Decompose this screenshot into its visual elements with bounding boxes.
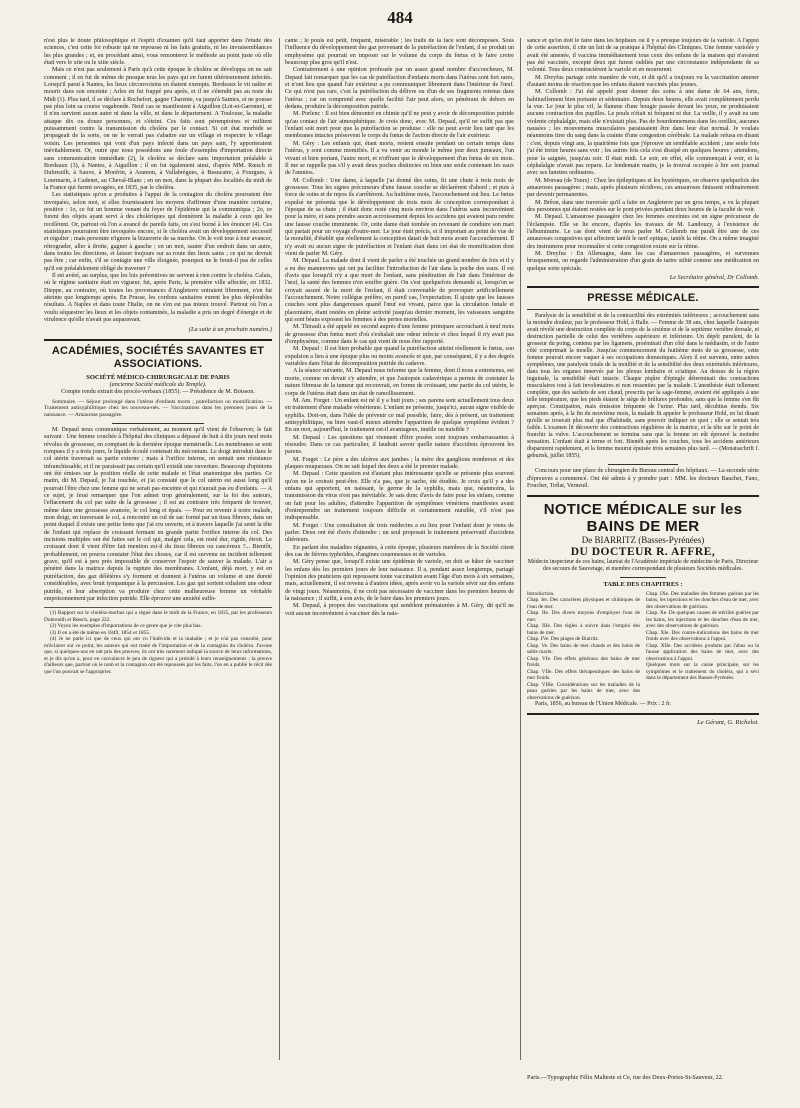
paragraph: M. Collomb : J'ai été appelé pour donner des soins à une dame de 64 ans, forte, habituellement bien portante et sédentaire. Depuis deux heures, elle avait complètement perdu la vue. Le jour le plus vif, la flamme d'une bougie passée devant les yeux, ne produisaient aucune contraction des pupilles. Le pouls n'était ni fréquent ni dur. La veille, il y avait eu une violente céphalalgie, mais elle n'existait plus. Pas de bourdonnemens dans les oreilles, aucunes nausées ; les mouvemens musculaires paraissaient être dans leur état normal. Je voulais néanmoins tirer du sang dans la crainte d'une congestion cérébrale. La malade refusa en disant : c'est, depuis vingt ans, la quatrième fois que j'éprouve un semblable accident ; une seule fois j'ai été treize heures sans voir ; les autres fois cela s'est dissipé en quelques heures ; attendons, pour la saignée, jusqu'au soir. Il était midi. Le soir, en effet, elle commençait à voir, et la céphalalgie n'avait pas reparu. Le lendemain matin, je la trouvai occupée à lire son journal avec ses lunettes ordinaires. (527, 89, 759, 177)
divider (112, 423, 203, 424)
paragraph: M. Dreyfus partage cette manière de voir, et dit qu'il a toujours vu la vaccination amener d'autant moins de réaction que les enfans étaient vaccinés plus jeunes. (527, 74, 759, 89)
paragraph: Il est avéré, au surplus, que les lois préventives ne servent à rien contre le choléra. Calais, où le régime sanitaire était en vigueur, fut, après Paris, la première ville affectée, en 1832. Dieppe, au contraire, où toutes les provenances d'Angleterre entraient librement, n'en fut atteinte que longtemps après. En Prusse, les cordons sanitaires eurent les plus déplorables résultats. A Naples et dans toute l'Italie, on ne s'en est pas mieux trouvé. Partout où l'on a voulu séquestrer les lieux et les objets contaminés, la maladie a pris un degré d'énergie et de virulence qu'elle n'avait pas auparavant. (44, 273, 272, 324)
paragraph: M. Brêon, dans une traversée qu'il a faite en Angleterre par un gros temps, a vu la plupart des personnes qui étaient restées sur le pont privées pendant deux heures de la faculté de voir. (527, 199, 759, 213)
paragraph: n'est plus le doute philosophique et l'esprit d'examen qu'il faut apporter dans l'étude des sciences, c'est cette foi robuste qui ne repousse ni les faits gratuits, ni les invraisemblances les plus grandes ; et, en procédant ainsi, vous remonterez le méthode au point juste où elle était vers le xiie ou le xiiie siècle. (44, 38, 272, 67)
toc-entry: Chap. XIe. Des contre-indications des bains de mer froids avec des observations à l'appui. (646, 629, 759, 643)
society-name: SOCIÉTÉ MÉDICO-CHIRURGICALE DE PARIS (86, 373, 230, 381)
secretary-signature: Le Secrétaire général, Dr Collomb. (669, 274, 759, 281)
gerant-signature: Le Gérant, G. Richelot. (697, 719, 759, 727)
paragraph: M. Depaul nous communique verbalement, au moment qu'il vient de l'observer, le fait suivant : Une femme couchée à l'hôpital des cliniques a dépassé de huit à dix jours neuf mois révolus de grossesse, en comptant de la dernière époque menstruelle. Les membranes se sont rompues il y a trois jours, le liquide écoulé contenait du méconium. Le doigt introduit dans le col utérin traversait sa partie externe ; mais à l'orifice interne, on sentait une résistance infranchissable, et il ne paraissait pas certain qu'il existât une ouverture. Beaucoup d'opinions ont été émises sur la position réelle de cette malade et l'état anatomique des parties. Ce matin, dit M. Depaul, je l'ai touchée, et j'ai constaté que le col utérin est aussi long qu'il pourrait l'être chez une femme qui ne serait pas enceinte et qui n'aurait pas eu d'enfants. — A ce sujet, je ferai remarquer que l'on admet trop généralement, sur la foi des auteurs, l'effacement du col par suite de la grossesse ; il est au contraire très fréquent de trouver, même dans une grossesse avancée, le col long et épais. — Pour en revenir à notre malade, mon doigt, en traversant le col, a rencontré un cul de sac formé par un tissu fibreux, dans un point duquel il existe une petite fente que j'ai cru ouverte, et à travers laquelle j'ai senti la tête de l'enfant qui replace de croissant fermant en grande partie l'orifice interne du col. Des incisions multiples ont été faites sur le col qui, malgré cela, est resté dur, rigide, étroit. Le croissant dont il vient d'être fait mention est-il du tissu fibreux ou cancéreux ?... Bientôt, probablement, on pourra constater l'état des choses, car il est survenu un incident tellement grave, qu'il est à peu près impossible de conserver l'espoir de sauver la malade. L'air a pénétré dans la matrice depuis la rupture des membranes. L'enfant, déjà mort, y est en putréfaction, des gaz délétères s'y forment et donnent à l'utérus un volume et une dureté considérables, avec bruit tympanique à la percussion. Les gaz qui sortent exhalent une odeur putride, et leur absorption va produire chez cette malheureuse femme un véritable empoisonnement par infection putride. Elle éprouve une anxiété suffo- (44, 426, 272, 602)
paragraph: M. Thirault a été appelé en second auprès d'une femme primipare accouchant à neuf mois de grossesse d'un fœtus mort d'où s'exhalait une odeur infecte et chez lequel il n'y avait pas d'emphysème, comme dans le cas qui vient de nous être rapporté. (285, 324, 514, 346)
toc-left-column (527, 591, 640, 702)
printer-line: Paris.—Typographie Félix Malteste et Ce, rue des Deux-Portes-St-Sauveur, 22. (527, 1074, 724, 1081)
footnotes (44, 607, 272, 675)
column-1 (44, 38, 272, 1063)
toc-entry: Chap. Ve. Des bains de mer chauds et des bains de sable marin. (527, 642, 640, 656)
paragraph: A la séance suivante, M. Depaul nous informe que la femme, dont il nous a entretenus, est morte, comme on devait s'y attendre, et que l'autopsie cadavérique a permis de constater la nature fibreuse de la tumeur qui recouvrait, en forme de croissant, une partie du col utérin, le corps de l'utérus était dans un état de ramollissement. (285, 368, 514, 397)
notice-place: De BIARRITZ (Basses-Pyrénées) (581, 535, 705, 546)
section-rule (527, 286, 759, 288)
toc-right-column (646, 591, 759, 702)
summary: Sommaire. — Séjour prolongé dans l'utérus d'enfants morts ; putréfaction ou momification. — Traitement antisyphilitique chez les nouveau-nés. — Vaccinations dans les premiers jours de la naissance. — Amaurose passagère. (44, 398, 272, 419)
paragraph: M. Depaul : Cette question est d'autant plus intéressante qu'elle se présente plus souvent qu'on ne le croirait peut-être. Elle n'a pas, que je sache, été étudiée. Je crois qu'il y a des enfans qui apportent, en naissant, le germe de la syphilis, mais que, néanmoins, la transmission du virus n'est pas inévitable. Je sais donc d'avis de faire pour les enfans, comme on fait pour les adultes, d'attendre l'apparition de symptômes vénériens manifestes avant d'entreprendre un traitement toujours difficile et certainement nuisible, s'il n'est pas indispensable. (285, 471, 514, 522)
toc-title: TABLE DES CHAPITRES : (603, 581, 683, 589)
toc-entry: Chap. IVe. Des plages de Biarritz. (527, 636, 600, 643)
paragraph: Mais ce n'est pas seulement à Paris qu'à cette époque le choléra se développa on ne sait comment ; il en fut de même de presque tous les pays qui en furent ultérieurement infectés. Lorsqu'il parut à Nantes, les lieux circonvoisins en étaient exempts. Bordeaux le vit naître et mourir dans son enceinte ; Arles en fut frappé peu après, et il ne s'étendit pas au reste du Midi (1). Plus tard, il se déclare à Rochefort, gagne Charente, va jusqu'à Saintes, et ne pousse pas plus loin sa course vagabonde. Neuf cas se manifestent à Aiguillon (Lot-et-Garonne), et il n'en survient aucun autre ni dans la ville, ni dans le département. A Toulouse, la maladie attaque dix ou douze personnes, et s'éteint. Ces faits sont péremptoires et militent puissamment contre la transmission du choléra par le contact. Si cet état morbide se propageait de la sorte, on ne le verrait pas s'abattre sur un village et respecter le village voisin. Les personnes qui vont d'un pays infecté dans un pays sain, l'y apporteraient inévitablement. Or, outre que nous possédons une foule d'exemples d'importation directe sans communication immédiate (2), le choléra se déclare sans importation préalable à Bordeaux (3), à Nantes, à Aiguillon ; il en fut également ainsi, d'après MM. Rœsch et Dubreuilh, à Sauve, à Monfrin, à Aramon, à Vallabrègues, à Beaucaire, à Fourgues, à Lourmarin, à Cadenet, au Cheval-Blanc ; en un mot, dans la plupart des localités du midi de la France qui furent ravagées, en 1835, par le choléra. (44, 67, 272, 191)
paragraph: M. Depaul : Il est bien probable que quand la putréfaction atteint réellement le fœtus, son expulsion a lieu à une époque plus ou moins avancée et que, par conséquent, il y a des degrés variables dans l'état de décomposition putride du cadavre. (285, 346, 514, 368)
notice-author: DU DOCTEUR R. AFFRE, (570, 546, 716, 559)
footnote: (1) Rapport sur le choléra-morbus qui a régné dans le midi de la France, en 1835, par les professeurs Dubreuilh et Rœsch, page 222. (44, 610, 272, 623)
toc-entry: Chap. VIIIe. Considérations sur les maladies de la peau guéries par les bains de mer, avec des observations de guérison. (527, 681, 640, 701)
paragraph: Les statistiques qu'on a produites à l'appui de la contagion du choléra pourraient être invoquées, selon moi, si elles fournissaient les moyens d'affirmer d'une manière certaine, positive : 1o, ce fut un homme venant du foyer de l'épidémie qui la communiqua ; 2o, ce furent des objets ayant servi à des cholériques qui donnèrent la maladie à ceux qui les recélèrent. Or, partout où l'on a avancé de pareils faits, on s'est borné à les énoncer (4). Ces statistiques pourraient être invoquées encore, si le choléra avait un développement successif et régulier ; mais personne n'ignore la bizarrerie de sa marche. On le voit tour à tour avancer, rétrograder, aller à droite, gagner à gauche ; en un mot, sauter d'un endroit dans un autre, dans toutes les directions, et laisser toujours sur sa route des lieux sains ; ce qui ne devrait pas être ; car enfin, s'il se contagie une ville éloignée, pourquoi ne le ferait-il pas de celles qu'il est préalablement obligé de traverser ? (44, 192, 272, 272)
toc-entry: Chap. IIe. Des divers moyens d'employer l'eau de mer. (527, 610, 640, 623)
section-title: ACADÉMIES, SOCIÉTÉS SAVANTES ET ASSOCIATIONS. (51, 344, 265, 370)
section-rule (527, 713, 759, 715)
notice-description: Médecin inspecteur de ces bains, lauréat de l'Académie impériale de médecine de Paris, Directeur des secours de Sauvetage, et membre correspondant de plusieurs Sociétés médicales. (527, 559, 759, 573)
paragraph: M. Forget : Le père a des ulcères aux jambes ; la mère des ganglions nombreux et des plaques muqueuses. On ne sait lequel des deux a été le premier malade. (285, 456, 514, 470)
paragraph: M. Géry pense que, lorsqu'il existe une épidémie de variole, on doit se hâter de vacciner les enfans dès les premiers jours de leur naissance. Il a, pendant assez longtemps, partagé l'opinion des praticiens qui repoussent toute vaccination avant l'âge d'un mois à six semaines, mais, actuellement, il est revenu à d'autres idées, après avoir vu la variole sévir sur des enfans de vingt jours. Néanmoins, il ne croit pas nécessaire de vacciner dans les premiers heures de la naissance ; il suffit, à son avis, de le faire dans les premiers jours. (285, 559, 514, 603)
paragraph: sance et qu'on doit le faire dans les hôpitaux où il y a presque toujours de la variole. A l'appui de cette assertion, il cite un fait de sa pratique à l'hôpital des Cliniques. Une femme variolée y avait été amenée, il vaccina immédiatement tous ceux des enfans de la maison qui n'avaient pas été vaccinés, excepté deux qui furent oubliés par une circonstance indépendante de sa volonté. Tous deux contractèrent la variole et en moururent. (527, 38, 759, 74)
toc-entry: Chap. VIIe. Des effets thérapeutiques des bains de mer froids. (527, 668, 640, 682)
paragraph: Contrairement à une opinion professée par un assez grand nombre d'accoucheurs, M. Depaul fait remarquer que les cas de putréfaction d'enfants morts dans l'utérus sont fort rares, et n'ont lieu que quand l'air extérieur a pu communiquer librement dans l'intérieur de l'œuf. Ce qui n'est pas rare, c'est la putréfaction du délivre ou d'un de ses fragments retenus dans l'utérus ; car on comprend avec quelle facilité l'air peut alors, en pénétrant de dehors en dedans, produire la décomposition putride. (285, 67, 514, 111)
paragraph: M. Forget : Une consultation de trois médecins a eu lieu pour l'enfant dont je viens de parler. Deux ont été d'avis d'attendre ; un seul proposait le traitement préservatif d'accidens ultérieurs. (285, 522, 514, 544)
page-number: 484 (387, 8, 413, 27)
toc-entry: Chap. Ier. Des caractères physiques et chimiques de l'eau de mer. (527, 597, 640, 610)
toc-entry: Chap. Xe. De quelques causes de stérilité guéries par les bains, les injections et les douches d'eau de mer, avec des observations de guérison. (646, 610, 759, 630)
paragraph: M. Am. Forget : Un enfant est né il y a huit jours ; ses parens sont actuellement tous deux en traitement d'une maladie vénérienne. L'enfant ne présente, jusqu'ici, aucun signe visible de syphilis. Doit-on, dans l'idée de prévenir ce mal possible, faire, dès à présent, un traitement antisyphilitique, ou bien vaut-il mieux attendre l'apparition de quelque symptôme évident ? En un mot, aujourd'hui, le traitement est-il avantageux, inutile ou nuisible ? (285, 397, 514, 434)
column-2 (285, 38, 514, 1063)
continuation-note: (La suite à un prochain numéro.) (188, 326, 272, 334)
paragraph: En parlant des maladies régnantes, à cette époque, plusieurs membres de la Société citent des cas de fièvres typhoïdes, d'angines couenneuses et de varioles. (285, 544, 514, 559)
notice-title: NOTICE MÉDICALE sur les BAINS DE MER (543, 501, 743, 536)
report-line: Compte rendu extrait des procès-verbaux (1855). — Présidence de M. Boisson. (61, 389, 255, 396)
paragraph: cante ; le pouls est petit, fréquent, misérable ; les traits de la face sont décomposés. Sous l'influence du développement des gaz provenant de la putréfaction de l'enfant, il se produit un emphysème qui pourrait en imposer sur le volume du corps du fœtus et le faire croire beaucoup plus gros qu'il n'est. (285, 38, 514, 67)
notice-publication: Paris, 1856, au bureau de l'Union Médicale. — Prix : 2 fr. (535, 701, 672, 708)
section-rule (527, 495, 759, 497)
paragraph: M. Dreyfus : En Allemagne, dans les cas d'amauroses passagères, et survenues brusquement, on regarde l'administration d'un grain de tartre stibié comme une médication en quelque sorte spéciale. (527, 250, 759, 272)
toc-entry: Chap. IXe. Des maladies des femmes guéries par les bains, les injections et les douches d'eau de mer, avec des observations de guérison. (646, 590, 759, 610)
toc-entry: Chap. XIIe. Des accidens produits par l'abus ou la fausse application des bains de mer, avec des observations à l'appui. (646, 642, 759, 662)
footnote: (4) Je ne parle ici que de ceux qui ont vu l'individu et la maladie ; et je n'ai pas consulté, pour m'éclairer sur ce point, les auteurs qui ont traité de l'importation et de la contagion du choléra. J'avoue que, si quelques-uns en ont pris des preuves, ils ont très rarement indiqué la source de leurs informations, et je dis qu'on a, pour en convaincre le peu de rigueur qui a présidé à leurs renseignements ; la preuve d'ailleurs que, partout où le nom et la contagion ont été repoussés par les faits, l'on en a publié le récit dès que l'on pouvait se l'approprier. (44, 636, 272, 675)
column-divider (279, 38, 280, 1060)
table-of-contents (527, 591, 759, 702)
paragraph: M. Depaul. La malade dont il vient de parler a été touchée un grand nombre de fois et il y a eu des manœuvres qui ont pu faciliter l'introduction de l'air dans la poche des eaux. Il est d'avis que lorsqu'il n'y a que mort de l'enfant, sans pénétration de l'air dans l'intérieur de l'œuf, la santé des femmes n'en souffre guère. On s'est quelquefois demandé si, lorsqu'on se croyait assuré de la mort de l'enfant, il était convenable de provoquer artificiellement l'accouchement. Notre collègue préfère, en pareil cas, l'expectation. Il ajoute que les fausses couches sont plus dangereuses quand l'œuf est vivant, parce que la circulation fœtale et placentaire, étant restées en pleine activité jusqu'au dernier moment, les vaisseaux sanguins qui sont béans exposent les femmes à des pertes mortelles. (285, 258, 514, 324)
press-article: Paralysie de la sensibilité et de la contractilité des extrémités inférieures ; accouchement sans la moindre douleur, par le professeur Hohl, à Halle. — Femme de 38 ans, chez laquelle l'autopsie avait révélé une destruction complète du corps de la sixième et de la septième vertèbre dorsale, et destruction partielle de celui des vertèbres supérieure et inférieure. Un dépôt purulent, de la grosseur du poing, contenu par les ligamens, proéminait d'un côté dans le médiastin, et de l'autre côté comprimait la moelle. Jusqu'au commencement du huitième mois de sa grossesse, cette femme pouvait encore vaquer à ses occupations domestiques. Alors il est survenu, entre autres symptômes, une paralysie totale de la motilité et de la sensibilité des deux extrémités inférieures, dans tous les organes innervés par les plexus lombaire et sciatique. Au dessus de la région inguinale, la sensibilité était intacte. Chaque piqûre d'épingle déterminait des contractions musculaires tout à fait involontaires et non ressenties par la malade. L'anesthésie était tellement complète, que des sachets de son chaud, prescrits par la sage-femme, avaient été appliqués à une telle température, que les pieds étaient le siège de brûlures profondes, sans que la femme s'en fût aperçue. Constipation, mais émission fréquente de l'urine. Plus tard, décubitus étendu. Six semaines après, à la fin du neuvième mois, la malade fit appeler le professeur Hohl, en lui disant qu'elle se trouvait plus mal que d'habitude, sans pouvoir indiquer en quoi ; elle se sentait très faible. L'examen lit découvrir des contractions régulières de la matrice, et la tête sur le point de franchir la vulve. L'accouchement se termina sans que la femme en eût éprouvé la moindre sensation. L'enfant était à terme et fort. Bientôt après les couches, tous les accidens antérieurs disparurent rapidement, et la femme mourut épuisée trois semaines plus tard. — (Monatsschrift f. geburtsk, juillet 1855). (527, 313, 759, 460)
footnote: (3) Il en a été de même en 1849, 1854 et 1855. (50, 629, 151, 636)
column-3 (527, 38, 759, 1063)
toc-entry: Chap. VIe. Des effets généraux des bains de mer froids. (527, 655, 640, 669)
paragraph: M. Géry : Les enfants qui, étant morts, restent ensuite pendant un certain temps dans l'utérus, y sont comme momifiés. Il a vu venir au monde le même jour deux jumeaux, l'un vivant et bien portant, l'autre mort, et n'offrant que le développement d'un fœtus de six mois. Il me se rappelle pas s'il y avait deux poches distinctes ou bien une seule contenant les eaux de l'amnios. (285, 140, 514, 177)
divider (527, 309, 759, 310)
concours-notice: Concours pour une place de chirurgien du Bureau central des hôpitaux. — La seconde série d'épreuves a commencé. Ont été admis à y prendre part : MM. les docteurs Bauchet, Fano, Foucher, Trélat, Verneuil. (527, 468, 759, 490)
paragraph: M. Depaul. L'amaurose passagère chez les femmes enceintes est un signe précurseur de l'éclampsie. Elle se lie encore, d'après les travaux de M. Landouzy, à l'existence de l'albuminurie. Le cas dont vient de nous parler M. Collomb me paraît être une de ces amauroses congestives qui affectent tantôt le nerf optique, tantôt la rétine. On a même imaginé des instrumens pour reconnaître si cette congestion existe sur la rétine. (527, 214, 759, 250)
toc-entry: Quelques mots sur la cause principale, sur les symptômes et le traitement du choléra, qui a sévi dans le département des Basses-Pyrénées. (646, 662, 759, 682)
paragraph: M. Porlenc : Il est bien démontré en chimie qu'il ne peut y avoir de décomposition putride qu'au contact de l'air atmosphérique. Je crois donc, avec M. Depaul, qu'il ne suffit pas que l'enfant soit mort pour que la putréfaction se produise : elle ne peut avoir lieu tant que les membranes intactes préservent le corps du fœtus de l'action directe de l'air extérieur. (285, 111, 514, 140)
paragraph: M. Collomb : Une dame, à laquelle j'ai donné des soins, fit une chute à trois mois de grossesse. Tous les signes précurseurs d'une fausse couche se déclarèrent d'abord ; et puis à force de soins et de repos ils s'arrêtèrent. Au huitième mois, l'accouchement eut lieu. Le fœtus expulsé ne présenta que le développement de trois mois de conception correspondant à l'époque de sa chute ; il était donc resté cinq mois environ dans l'utérus sans inconvénient pour la mère, et sans prendre aucun accroissement depuis les accidens qui avaient paru rendre une fausse couche imminente. Or, cette dame était tombée en revenant de conduire son mari qui partait pour un voyage d'outre-mer. Le jour était précis, et il importait au point de vue de la moralité, d'établir que réellement la conception datait de huit mois avant l'accouchement. Il n'y avait eu aucun signe de putréfaction et l'enfant était dans cet état de momification dont vient de parler M. Géry. (285, 177, 514, 257)
toc-entry: Introduction. (527, 590, 555, 597)
paragraph: M. Depaul : Les questions qui viennent d'être posées sont toujours embarrassantes à résoudre. Dans ce cas particulier, il faudrait savoir quelle nature d'accidens éprouvent les parens. (285, 434, 514, 456)
footnote: (2) Voyez les exemples d'importations de ce genre que je cite plus bas. (50, 623, 202, 630)
divider (608, 464, 678, 465)
paragraph: M. Depaul, à propos des vaccinations qui semblent prématurées à M. Géry, dit qu'il ne voit aucun inconvénient à vacciner dès la nais- (285, 603, 514, 617)
paragraph: M. Moreau (de Tours) : Chez les épileptiques et les hystériques, on observe quelquefois des amauroses passagères ; mais, après plusieurs récidives, ces amauroses finissent ordinairement par devenir permanentes. (527, 177, 759, 199)
section-rule (44, 339, 272, 341)
divider (620, 577, 666, 578)
toc-entry: Chap. IIIe. Des règles à suivre dans l'emploi des bains de mer. (527, 623, 640, 636)
column-divider (520, 38, 521, 1060)
society-subtitle: (ancienne Société médicale du Temple). (109, 381, 207, 388)
press-section-title: PRESSE MÉDICALE. (587, 292, 699, 305)
